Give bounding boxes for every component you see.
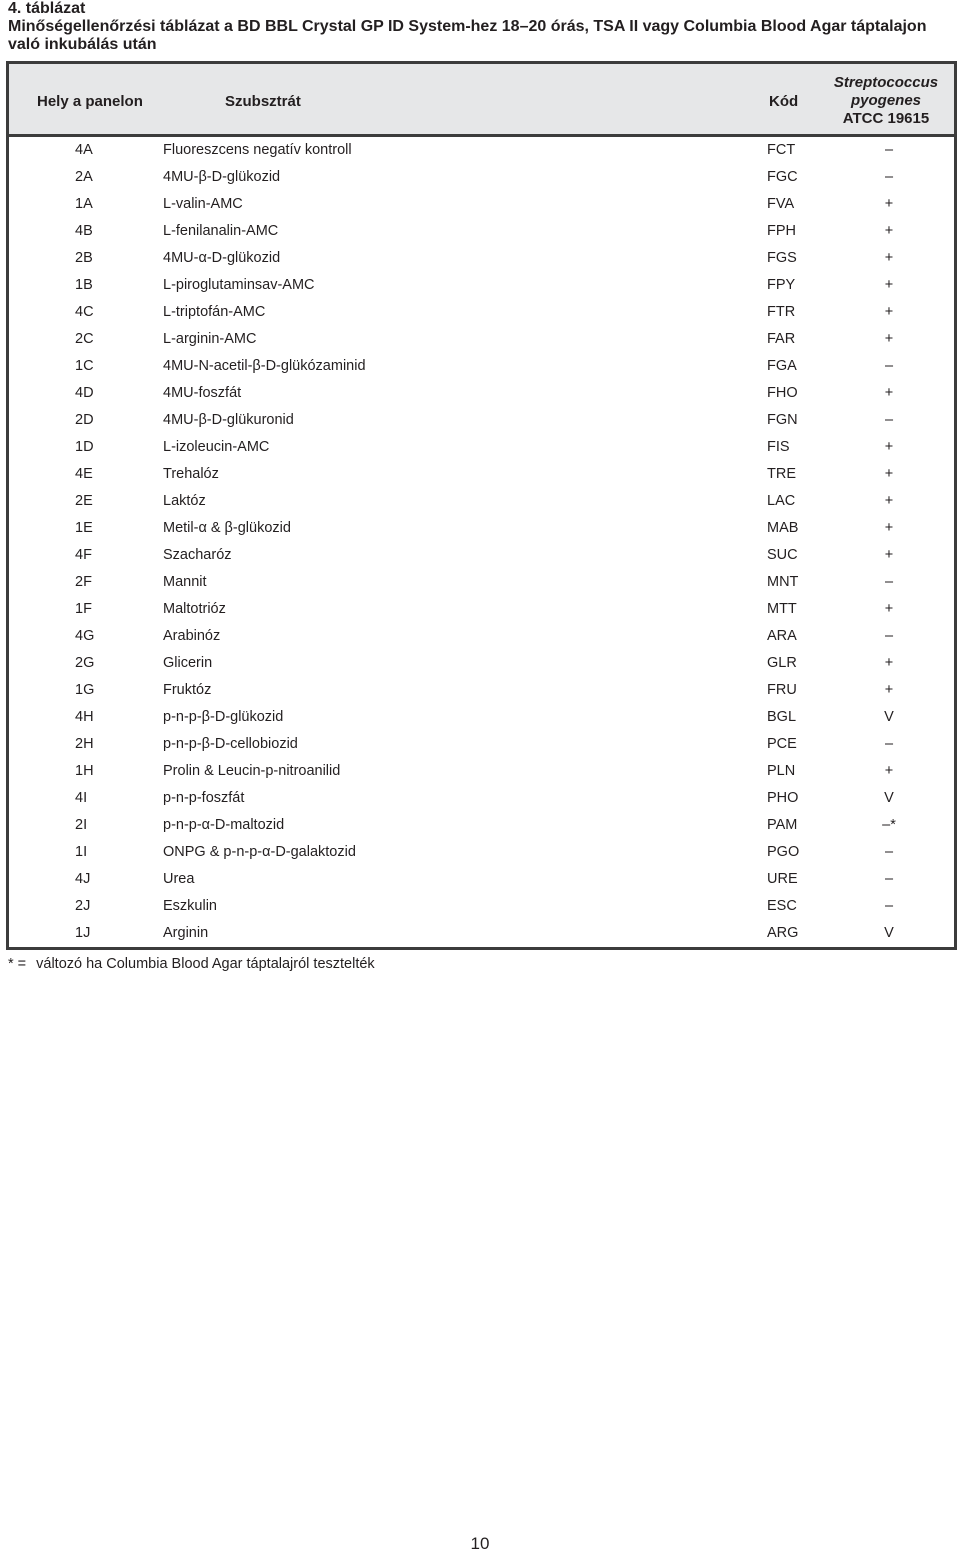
row-substrate: 4MU-β-D-glükozid bbox=[163, 169, 281, 185]
table-row bbox=[9, 704, 954, 731]
table-row bbox=[9, 515, 954, 542]
row-result: – bbox=[884, 871, 894, 887]
row-code: FGA bbox=[767, 358, 797, 374]
table-row bbox=[9, 326, 954, 353]
table-body bbox=[9, 137, 954, 947]
row-position: 1I bbox=[75, 844, 88, 860]
row-position: 1F bbox=[75, 601, 92, 617]
table-row bbox=[9, 488, 954, 515]
row-code: FGN bbox=[767, 412, 798, 428]
row-result: – bbox=[884, 628, 894, 644]
table-row bbox=[9, 569, 954, 596]
row-substrate: Arginin bbox=[163, 925, 209, 941]
row-substrate: ONPG & p-n-p-α-D-galaktozid bbox=[163, 844, 356, 860]
row-substrate: Metil-α & β-glükozid bbox=[163, 520, 291, 536]
row-result: + bbox=[884, 277, 894, 293]
table-header-row bbox=[9, 64, 954, 137]
header-organism-strain: ATCC 19615 bbox=[842, 110, 930, 127]
header-organism bbox=[821, 74, 951, 128]
table-row bbox=[9, 299, 954, 326]
row-substrate: p-n-p-β-D-cellobiozid bbox=[163, 736, 298, 752]
row-code: FPY bbox=[767, 277, 796, 293]
table-row bbox=[9, 677, 954, 704]
row-position: 2C bbox=[75, 331, 94, 347]
row-substrate: Fluoreszcens negatív kontroll bbox=[163, 142, 352, 158]
table-row bbox=[9, 866, 954, 893]
row-code: FPH bbox=[767, 223, 796, 239]
row-position: 4A bbox=[75, 142, 93, 158]
row-substrate: L-fenilanalin-AMC bbox=[163, 223, 279, 239]
row-substrate: L-triptofán-AMC bbox=[163, 304, 266, 320]
row-result: – bbox=[884, 898, 894, 914]
row-substrate: Prolin & Leucin-p-nitroanilid bbox=[163, 763, 341, 779]
row-result: – bbox=[884, 142, 894, 158]
table-row bbox=[9, 542, 954, 569]
table-row bbox=[9, 380, 954, 407]
row-code: PHO bbox=[767, 790, 799, 806]
row-substrate: Mannit bbox=[163, 574, 207, 590]
row-code: PAM bbox=[767, 817, 798, 833]
row-code: PGO bbox=[767, 844, 800, 860]
row-result: + bbox=[884, 682, 894, 698]
row-position: 2E bbox=[75, 493, 93, 509]
header-organism-species: pyogenes bbox=[850, 92, 922, 109]
row-code: GLR bbox=[767, 655, 797, 671]
row-result: + bbox=[884, 223, 894, 239]
row-result: + bbox=[884, 520, 894, 536]
table-number: 4. táblázat bbox=[8, 0, 86, 17]
row-substrate: Fruktóz bbox=[163, 682, 212, 698]
footnote-text: változó ha Columbia Blood Agar táptalajról tesztelték bbox=[36, 956, 375, 972]
row-substrate: Maltotrióz bbox=[163, 601, 226, 617]
row-result: + bbox=[884, 385, 894, 401]
row-code: SUC bbox=[767, 547, 798, 563]
row-result: – bbox=[884, 574, 894, 590]
row-code: FHO bbox=[767, 385, 798, 401]
row-substrate: Eszkulin bbox=[163, 898, 217, 914]
row-substrate: L-izoleucin-AMC bbox=[163, 439, 270, 455]
table-row bbox=[9, 623, 954, 650]
row-result: + bbox=[884, 547, 894, 563]
table-row bbox=[9, 461, 954, 488]
header-organism-genus: Streptococcus bbox=[833, 74, 939, 91]
row-result: + bbox=[884, 466, 894, 482]
header-code: Kód bbox=[769, 93, 799, 110]
row-substrate: 4MU-N-acetil-β-D-glükózaminid bbox=[163, 358, 366, 374]
row-substrate: p-n-p-α-D-maltozid bbox=[163, 817, 285, 833]
row-code: FVA bbox=[767, 196, 795, 212]
page-number: 10 bbox=[470, 1534, 490, 1553]
footnote bbox=[8, 955, 375, 973]
row-position: 2H bbox=[75, 736, 94, 752]
table-row bbox=[9, 164, 954, 191]
row-substrate: Glicerin bbox=[163, 655, 213, 671]
row-substrate: L-valin-AMC bbox=[163, 196, 243, 212]
table-row bbox=[9, 245, 954, 272]
header-substrate: Szubsztrát bbox=[225, 93, 301, 110]
header-position: Hely a panelon bbox=[37, 93, 143, 110]
row-result: + bbox=[884, 250, 894, 266]
row-code: FRU bbox=[767, 682, 797, 698]
row-position: 2J bbox=[75, 898, 91, 914]
row-substrate: L-arginin-AMC bbox=[163, 331, 257, 347]
qc-table bbox=[6, 61, 957, 950]
table-row bbox=[9, 191, 954, 218]
row-result: + bbox=[884, 493, 894, 509]
row-position: 4C bbox=[75, 304, 94, 320]
footnote-symbol: * = bbox=[8, 956, 27, 972]
row-substrate: Szacharóz bbox=[163, 547, 232, 563]
row-result: + bbox=[884, 763, 894, 779]
table-row bbox=[9, 758, 954, 785]
table-row bbox=[9, 650, 954, 677]
row-position: 4E bbox=[75, 466, 93, 482]
table-row bbox=[9, 407, 954, 434]
row-code: TRE bbox=[767, 466, 796, 482]
table-row bbox=[9, 434, 954, 461]
row-position: 4G bbox=[75, 628, 95, 644]
row-code: FAR bbox=[767, 331, 796, 347]
row-code: PLN bbox=[767, 763, 796, 779]
table-row bbox=[9, 596, 954, 623]
row-position: 1D bbox=[75, 439, 94, 455]
table-row bbox=[9, 839, 954, 866]
row-substrate: Arabinóz bbox=[163, 628, 221, 644]
row-code: FIS bbox=[767, 439, 790, 455]
row-code: ARA bbox=[767, 628, 797, 644]
row-code: ESC bbox=[767, 898, 797, 914]
row-code: MAB bbox=[767, 520, 799, 536]
row-result: – bbox=[884, 169, 894, 185]
row-position: 1J bbox=[75, 925, 91, 941]
table-row bbox=[9, 893, 954, 920]
row-position: 4I bbox=[75, 790, 88, 806]
row-result: + bbox=[884, 196, 894, 212]
row-result: + bbox=[884, 331, 894, 347]
table-row bbox=[9, 272, 954, 299]
table-row bbox=[9, 812, 954, 839]
row-position: 2I bbox=[75, 817, 88, 833]
row-result: + bbox=[884, 304, 894, 320]
row-result: – bbox=[884, 412, 894, 428]
row-position: 4F bbox=[75, 547, 92, 563]
row-substrate: 4MU-α-D-glükozid bbox=[163, 250, 281, 266]
row-substrate: Laktóz bbox=[163, 493, 206, 509]
table-row bbox=[9, 731, 954, 758]
table-row bbox=[9, 353, 954, 380]
row-code: FCT bbox=[767, 142, 796, 158]
row-position: 1C bbox=[75, 358, 94, 374]
row-position: 1E bbox=[75, 520, 93, 536]
row-code: ARG bbox=[767, 925, 799, 941]
row-substrate: L-piroglutaminsav-AMC bbox=[163, 277, 315, 293]
row-result: V bbox=[884, 790, 894, 806]
row-substrate: 4MU-β-D-glükuronid bbox=[163, 412, 294, 428]
row-position: 2G bbox=[75, 655, 95, 671]
row-code: FTR bbox=[767, 304, 796, 320]
table-row bbox=[9, 785, 954, 812]
row-position: 1B bbox=[75, 277, 93, 293]
row-substrate: p-n-p-foszfát bbox=[163, 790, 245, 806]
row-code: FGS bbox=[767, 250, 797, 266]
row-code: MTT bbox=[767, 601, 797, 617]
row-result: + bbox=[884, 655, 894, 671]
row-position: 1G bbox=[75, 682, 95, 698]
row-position: 2D bbox=[75, 412, 94, 428]
row-position: 1A bbox=[75, 196, 93, 212]
row-position: 2F bbox=[75, 574, 92, 590]
row-substrate: p-n-p-β-D-glükozid bbox=[163, 709, 284, 725]
row-code: FGC bbox=[767, 169, 798, 185]
row-code: BGL bbox=[767, 709, 797, 725]
row-result: –* bbox=[882, 817, 896, 833]
table-title: Minőségellenőrzési táblázat a BD BBL Crystal GP ID System-hez 18–20 órás, TSA II vagy Columbia Blood Agar táptalajon való inkubálás után bbox=[8, 18, 927, 53]
row-position: 4H bbox=[75, 709, 94, 725]
row-substrate: 4MU-foszfát bbox=[163, 385, 242, 401]
row-position: 2A bbox=[75, 169, 93, 185]
row-result: – bbox=[884, 358, 894, 374]
row-substrate: Urea bbox=[163, 871, 195, 887]
row-code: PCE bbox=[767, 736, 797, 752]
row-result: – bbox=[884, 736, 894, 752]
row-position: 2B bbox=[75, 250, 93, 266]
row-substrate: Trehalóz bbox=[163, 466, 219, 482]
table-row bbox=[9, 920, 954, 947]
row-result: + bbox=[884, 439, 894, 455]
table-heading bbox=[8, 0, 958, 54]
table-row bbox=[9, 218, 954, 245]
row-code: URE bbox=[767, 871, 798, 887]
row-position: 1H bbox=[75, 763, 94, 779]
row-result: + bbox=[884, 601, 894, 617]
row-result: – bbox=[884, 844, 894, 860]
row-position: 4J bbox=[75, 871, 91, 887]
row-position: 4D bbox=[75, 385, 94, 401]
row-code: MNT bbox=[767, 574, 799, 590]
row-code: LAC bbox=[767, 493, 796, 509]
row-position: 4B bbox=[75, 223, 93, 239]
row-result: V bbox=[884, 709, 894, 725]
table-row bbox=[9, 137, 954, 164]
row-result: V bbox=[884, 925, 894, 941]
